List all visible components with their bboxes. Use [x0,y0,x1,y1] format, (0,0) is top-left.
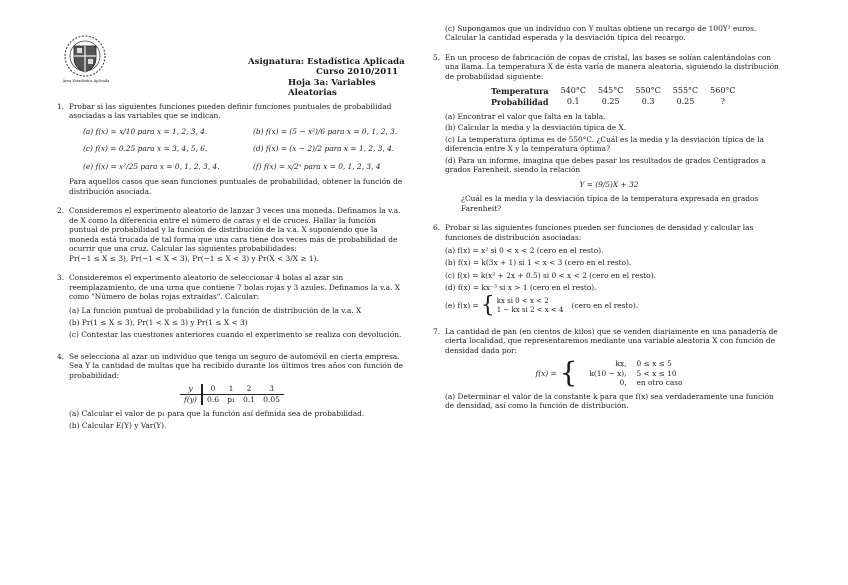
piecewise-lhs: (e) f(x) = [445,301,479,311]
problem-4 [57,352,407,431]
problem-3-number: 3. [57,273,65,283]
piecewise-note: (cero en el resto). [571,301,639,311]
problem-7-item-a: (a) Determinar el valor de la constante k para que f(x) sea verdaderamente una función de densidad, así como la función de distribución. [445,391,774,411]
problem-5-closing: ¿Cuál es la media y la desviación típica de la temperatura expresada en grados Farenheit? [461,194,759,213]
table-cell: 0.25 [601,96,620,106]
problem-7 [433,327,785,411]
temperature-label: Temperatura [491,86,549,97]
problem-6-number: 6. [433,223,441,233]
problem-1-closing: Para aquellos casos que sean funciones puntuales de probabilidad, obtener la función de distribución asociada. [69,177,403,196]
table-cell: 545°C [597,86,624,96]
problem-5-item-d: (d) Para un informe, imagina que debes pasar los resultados de grados Centígrados a grados Farenheit, siendo la relación [445,155,766,175]
subject-title: Asignatura: Estadística Aplicada [248,57,405,67]
document-header [248,57,418,98]
table-y-label: y [180,384,202,394]
university-logo [62,34,108,82]
problem-2-number: 2. [57,206,65,216]
course-year: Curso 2010/2011 [316,67,399,78]
left-brace: { [480,292,495,318]
density-range: en otro caso [636,378,683,388]
table-cell: 1 [223,384,239,394]
problem-7-statement: La cantidad de pan (en cientos de kilos) que se venden diariamente en una panadería de cierta localidad, que representaremos mediante una variable aleatoria X con función de densidad dada por: [445,326,778,355]
problem-4-statement: Se selecciona al azar un individuo que tenga un seguro de automóvil en cierta empresa. Sea Y la cantidad de multas que ha recibido durante los últimos tres años con función de probabilidad: [69,351,404,380]
problem-7-number: 7. [433,326,441,336]
logo-caption: Área Estadística Aplicada [62,79,110,83]
problem-5-item-b: (b) Calcular la media y la desviación típica de X. [445,123,627,133]
problem-5-item-a: (a) Encontrar el valor que falta en la tabla. [445,111,606,121]
problem-1-item-b: (b) f(x) = (5 − x²)/6 para x = 0, 1, 2, 3. [253,126,398,136]
problem-3-item-a: (a) La función puntual de probabilidad y la función de distribución de la v.a. X [69,305,362,315]
right-column [433,24,785,411]
problem-1 [57,102,407,196]
table-cell: ? [720,96,725,106]
problem-6-item-b: (b) f(x) = k(3x + 1) si 1 < x < 3 (cero en el resto). [445,258,632,268]
problem-5-statement: En un proceso de fabricación de copas de cristal, las bases se solían calentándolas con una llama. La temperatura X de ésta varía de manera aleatoria, siguiendo la distribución de probabilidad siguiente: [445,52,779,81]
table-cell: 0.1 [566,96,580,106]
problem-5-item-c: (c) La temperatura óptima es de 550°C. ¿Cuál es la media y la desviación típica de la diferencia entre X y la temperatura óptima? [445,134,764,154]
problem-6-item-c: (c) f(x) = k(x² + 2x + 0.5) si 0 < x < 2 (cero en el resto). [445,270,656,280]
density-range: 5 < x ≤ 10 [636,368,677,378]
table-cell: 0.1 [243,395,256,405]
table-cell: 2 [239,384,259,394]
left-column [57,102,407,431]
problem-4-number: 4. [57,351,65,361]
piecewise-case: kx si 0 < x < 2 [496,296,549,305]
problem-5-number: 5. [433,52,441,62]
density-lhs: f(x) = [535,368,557,378]
sheet-title: Hoja 3a: Variables Aleatorias [288,77,376,98]
problem-4-item-b: (b) Calcular E(Y) y Var(Y). [69,421,167,431]
problem-1-number: 1. [57,102,65,111]
problem-3-item-c: (c) Contestar las cuestiones anteriores cuando el experimento se realiza con devolución. [69,330,402,340]
fahrenheit-formula: Y = (9/5)X + 32 [579,179,639,189]
problem-6 [433,223,785,317]
piecewise-case: 1 − kx si 2 < x < 4 [496,305,564,314]
table-cell: 0.6 [207,395,220,405]
probability-label: Probabilidad [491,96,549,107]
left-brace: { [559,356,578,390]
density-case: 0, [619,378,627,388]
problem-3 [57,273,407,340]
problem-6-statement: Probar si las siguientes funciones pueden ser funciones de densidad y calcular las funciones de distribución asociadas: [445,223,754,242]
problem-3-statement: Consideremos el experimento aleatorio de seleccionar 4 bolas al azar sin reemplazamiento, de una urna que contiene 7 bolas rojas y 3 azules. Definamos la v.a. X como "Número de bolas rojas extraídas". Calcular: [69,273,400,302]
table-cell: 0.3 [641,96,655,106]
table-cell: p₁ [227,395,235,405]
problem-1-item-e: (e) f(x) = x²/25 para x = 0, 1, 2, 3, 4. [83,161,220,171]
problem-1-item-c: (c) f(x) = 0.25 para x = 3, 4, 5, 6. [83,144,208,154]
density-case: k(10 − x), [589,368,627,378]
problem-4-item-a: (a) Calcular el valor de p₁ para que la función así definida sea de probabilidad. [69,408,365,418]
table-fy-label: f(y) [180,395,202,405]
table-cell: 0.25 [676,96,695,106]
problem-1-item-f: (f) f(x) = x/2ˣ para x = 0, 1, 2, 3, 4 [253,161,381,171]
density-function [433,356,785,390]
problem-2 [57,206,407,263]
table-cell: 560°C [710,86,736,96]
problem-6-item-e [445,292,785,318]
density-case: kx, [615,359,627,369]
problem-2-statement: Consideremos el experimento aleatorio de lanzar 3 veces una moneda. Definamos la v.a. de X como la diferencia entre el número de caras y el de cruces. Hallar la función puntual de probabilidad y la función de distribución de la v.a. X suponiendo que la moneda está trucada de tal forma que una cara tiene dos veces más de probabilidad de ocurrir que una cruz. Calcular las siguientes probabilidades: [69,206,401,254]
density-range: 0 ≤ x ≤ 5 [636,359,672,369]
table-cell: 0 [202,384,223,394]
problem-4-item-c: (c) Supongamos que un individuo con Y multas obtiene un recargo de 100Y² euros. Calcular la cantidad esperada y la desviación típica del recargo. [445,24,757,43]
table-cell: 550°C [635,86,661,96]
problem-6-item-d: (d) f(x) = kx⁻³ si x > 1 (cero en el resto). [445,283,597,293]
table-cell: 3 [259,384,284,394]
problem-1-statement: Probar si las siguientes funciones pueden definir funciones puntuales de probabilidad asociadas a las variables que se indican. [69,102,392,121]
problem-4-probability-table [180,384,284,404]
problem-2-probabilities: Pr(−1 ≤ X ≤ 3), Pr(−1 < X < 3), Pr(−1 ≤ X < 3) y Pr(X < 3/X ≥ 1). [69,253,319,263]
table-cell: 0.05 [263,395,280,405]
problem-1-item-a: (a) f(x) = x/10 para x = 1, 2, 3, 4. [83,126,208,136]
table-cell: 540°C [560,86,586,96]
problem-6-item-a: (a) f(x) = x² si 0 < x < 2 (cero en el resto). [445,245,604,255]
table-cell: 555°C [672,86,699,96]
problem-5 [433,53,785,213]
problem-3-item-b: (b) Pr(1 ≤ X ≤ 3), Pr(1 < X ≤ 3) y Pr(1 ≤ X < 3) [69,317,248,327]
problem-1-item-d: (d) f(x) = (x − 2)/2 para x = 1, 2, 3, 4. [253,144,395,154]
temperature-table [485,86,742,106]
